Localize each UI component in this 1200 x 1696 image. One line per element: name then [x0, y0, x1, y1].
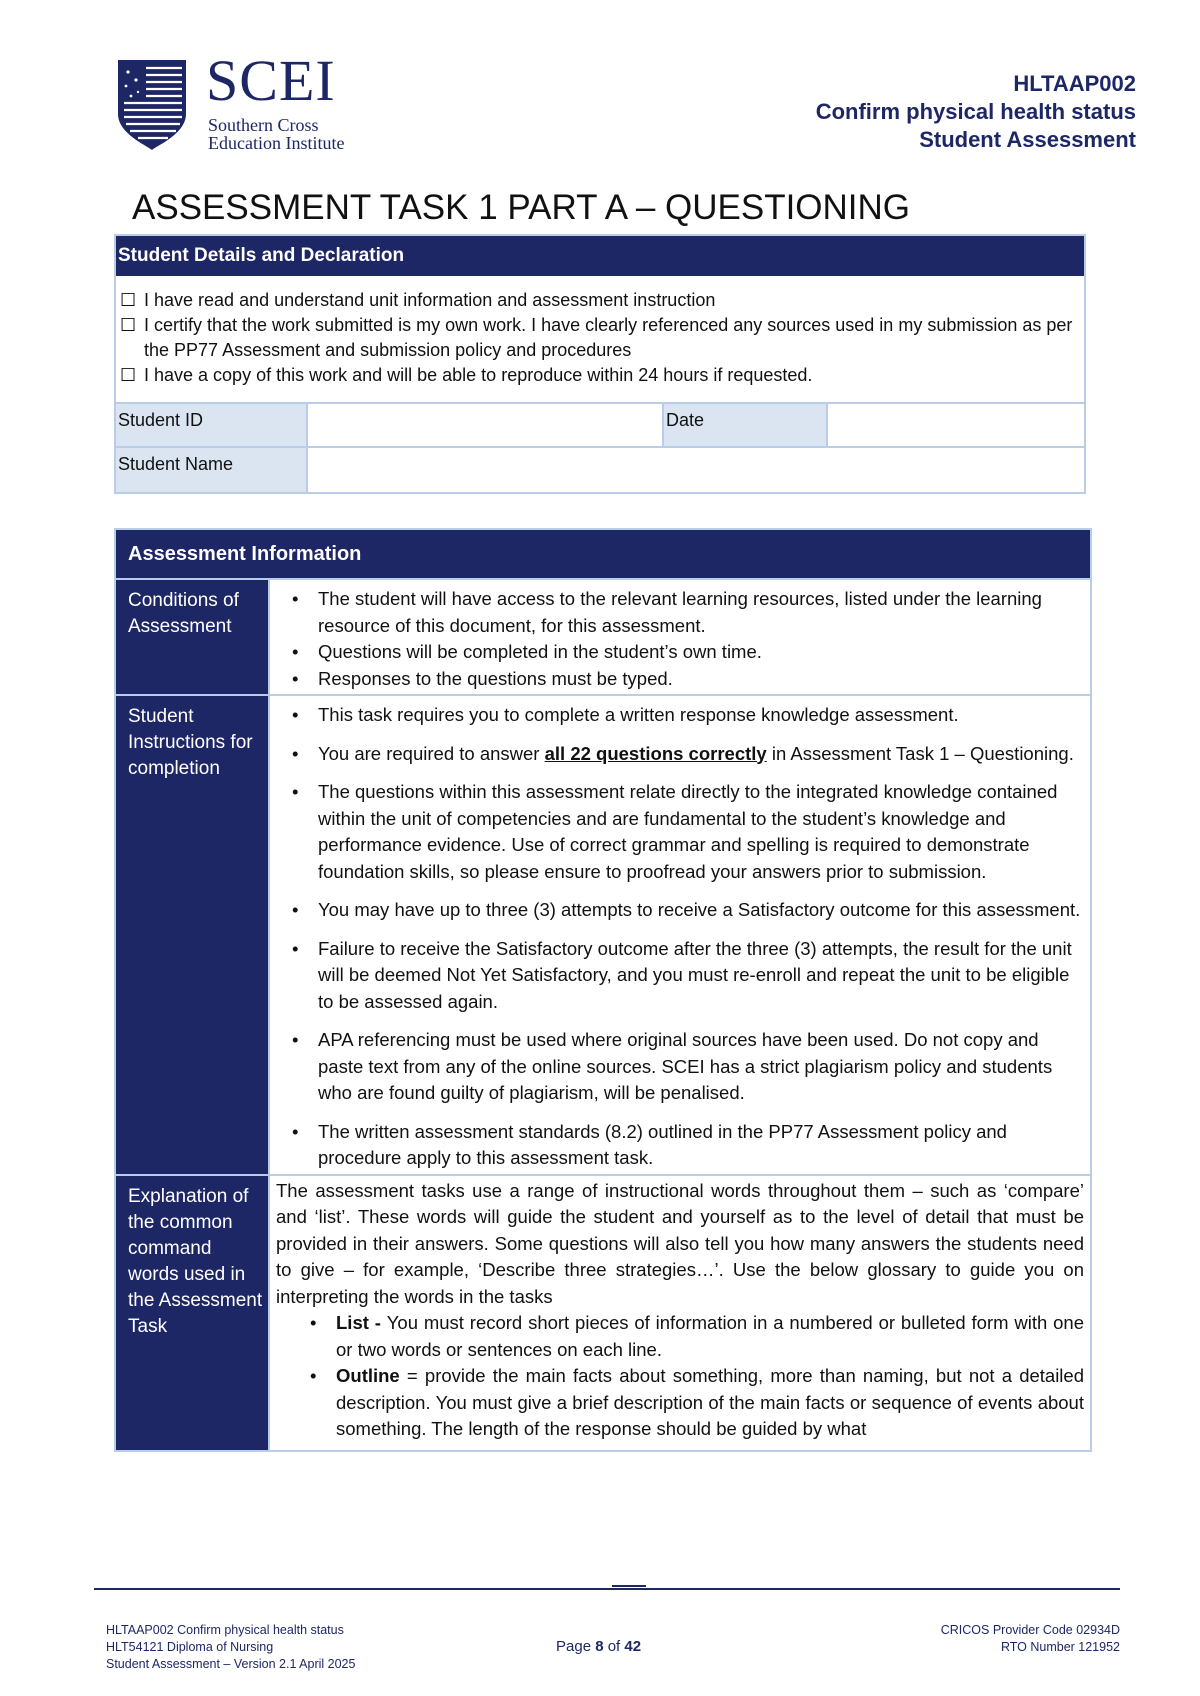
declaration-item: ☐ I have a copy of this work and will be able to reproduce within 24 hours if requested.	[120, 363, 1078, 388]
footer-divider	[94, 1588, 1120, 1590]
conditions-label: Conditions of Assessment	[116, 580, 268, 694]
scei-logo	[116, 48, 376, 156]
footer-left: HLTAAP002 Confirm physical health status HLT54121 Diploma of Nursing Student Assessment – Version 2.1 April 2025	[106, 1623, 356, 1671]
student-declaration-table	[114, 234, 1086, 494]
list-item: • The written assessment standards (8.2) outlined in the PP77 Assessment policy and procedure apply to this assessment task.	[276, 1119, 1084, 1172]
list-item: • Questions will be completed in the student’s own time.	[276, 639, 1084, 666]
document-header	[816, 70, 1136, 154]
doc-type: Student Assessment	[919, 127, 1136, 152]
logo-wordmark: SCEI	[206, 48, 336, 113]
footer-divider-mark	[612, 1585, 646, 1587]
list-item: • Failure to receive the Satisfactory outcome after the three (3) attempts, the result for the unit will be deemed Not Yet Satisfactory, and you must re-enroll and repeat the unit to be eligible to be assessed again.	[276, 936, 1084, 1016]
assessment-info-heading: Assessment Information	[116, 530, 1090, 578]
student-name-row	[116, 448, 1084, 492]
glossary-item: • List - You must record short pieces of information in a numbered or bulleted form with one or two words or sentences on each line.	[276, 1310, 1084, 1363]
logo-subtitle: Southern Cross Education Institute	[208, 115, 345, 153]
explanation-label: Explanation of the common command words used in the Assessment Task	[116, 1176, 268, 1450]
conditions-body	[268, 580, 1090, 694]
explanation-intro: The assessment tasks use a range of instructional words throughout them – such as ‘compare’ and ‘list’. These words will guide the student and yourself as to the level of detail that must be provided in their answers. Some questions will also tell you how many answers the students need to give – for example, ‘Describe three strategies…’. Use the below glossary to guide you on interpreting the words in the tasks	[276, 1179, 1084, 1307]
declaration-item: ☐ I have read and understand unit information and assessment instruction	[120, 288, 1078, 313]
list-item: • The questions within this assessment relate directly to the integrated knowledge contained within the unit of competencies and are fundamental to the student’s knowledge and performance evidence. Use of correct grammar and spelling is required to demonstrate foundation skills, so please ensure to proofread your answers prior to submission.	[276, 779, 1084, 885]
student-name-label: Student Name	[116, 448, 306, 492]
instructions-body	[268, 696, 1090, 1174]
checkbox-icon[interactable]: ☐	[120, 365, 137, 385]
list-item: • You are required to answer all 22 questions correctly in Assessment Task 1 – Questioning.	[276, 741, 1084, 768]
shield-logo-icon	[116, 56, 188, 152]
student-id-row	[116, 404, 1084, 448]
unit-code: HLTAAP002	[1013, 71, 1136, 96]
assessment-information-table	[114, 528, 1092, 1452]
instructions-label: Student Instructions for completion	[116, 696, 268, 1174]
glossary-item: • Outline = provide the main facts about something, more than naming, but not a detailed description. You must give a brief description of the main facts or sequence of events about something. The length of the response should be guided by what	[276, 1363, 1084, 1443]
list-item: • APA referencing must be used where original sources have been used. Do not copy and paste text from any of the online sources. SCEI has a strict plagiarism policy and students who are found guilty of plagiarism, will be penalised.	[276, 1027, 1084, 1107]
emphasis-text: all 22 questions correctly	[544, 742, 767, 764]
date-field[interactable]	[826, 404, 1084, 446]
instructions-row	[116, 694, 1090, 1174]
declaration-heading: Student Details and Declaration	[116, 236, 1084, 276]
unit-title: Confirm physical health status	[815, 99, 1136, 124]
date-label: Date	[662, 404, 826, 446]
page-title: ASSESSMENT TASK 1 PART A – QUESTIONING	[132, 188, 911, 227]
declaration-items	[116, 276, 1084, 404]
explanation-body	[268, 1176, 1090, 1450]
page-number: Page 8 of 42	[556, 1638, 642, 1655]
list-item: • The student will have access to the relevant learning resources, listed under the learning resource of this document, for this assessment.	[276, 586, 1084, 639]
student-id-field[interactable]	[306, 404, 662, 446]
declaration-item: ☐ I certify that the work submitted is my own work. I have clearly referenced any sources used in my submission as per the PP77 Assessment and submission policy and procedures	[120, 313, 1078, 363]
student-name-field[interactable]	[306, 448, 1084, 492]
explanation-row	[116, 1174, 1090, 1450]
list-item: • Responses to the questions must be typed.	[276, 666, 1084, 693]
checkbox-icon[interactable]: ☐	[120, 290, 137, 310]
list-item: • You may have up to three (3) attempts to receive a Satisfactory outcome for this assessment.	[276, 897, 1084, 924]
conditions-row	[116, 578, 1090, 694]
checkbox-icon[interactable]: ☐	[120, 315, 137, 335]
student-id-label: Student ID	[116, 404, 306, 446]
footer-right: CRICOS Provider Code 02934D RTO Number 121952	[940, 1623, 1120, 1654]
list-item: • This task requires you to complete a written response knowledge assessment.	[276, 702, 1084, 729]
